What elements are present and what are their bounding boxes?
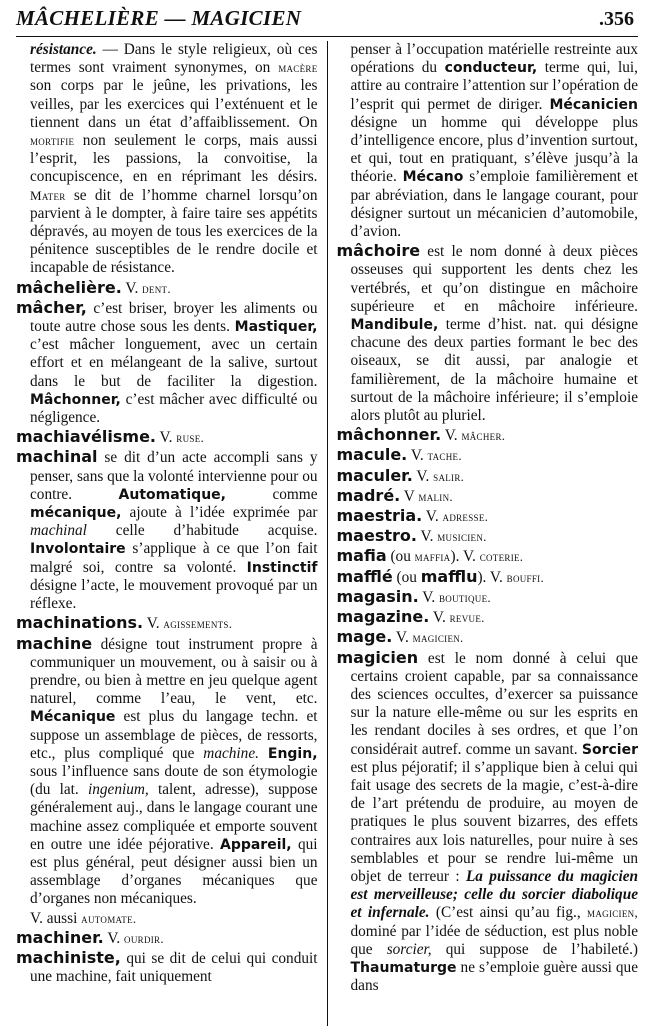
right-column bbox=[328, 41, 639, 1026]
entry-machoire bbox=[337, 242, 639, 425]
italic-term: ingenium, bbox=[87, 781, 149, 799]
see-marker: V. bbox=[418, 588, 439, 606]
entry-magicien bbox=[337, 649, 639, 996]
see-marker: V. bbox=[407, 447, 428, 465]
synonym: Instinctif bbox=[246, 559, 318, 576]
entry-text: est plus péjoratif; il s’applique bien à celui qui fait usage des secrets de la magie, c’est-à-dire de l’art prétendu de produire, au moyen de pratiques le plus souvent bizarres, des effets contraires aux lois naturelles, pour nuire à ses semblables et pour se rendre lui-même un objet de terreur : bbox=[350, 758, 638, 885]
cross-reference: mortifie bbox=[30, 133, 75, 149]
see-marker: V. bbox=[422, 508, 443, 526]
synonym: Mécanicien bbox=[549, 96, 638, 113]
entry-text: qui est plus général, peut désigner aussi bien un assemblage d’organes mécaniques que d’organes non mécaniques. bbox=[30, 835, 318, 908]
variant-form: maffia bbox=[414, 549, 451, 565]
see-marker: V. bbox=[392, 629, 413, 647]
cross-reference: mâcher. bbox=[461, 428, 506, 444]
cross-reference: tache. bbox=[427, 448, 462, 464]
headword: machiavélisme. bbox=[16, 427, 156, 447]
see-marker: V. aussi bbox=[30, 909, 82, 927]
headword: machiner. bbox=[16, 927, 104, 947]
see-marker: ). V. bbox=[450, 548, 480, 566]
headword: magicien bbox=[336, 647, 419, 667]
cross-reference: Mater bbox=[30, 187, 66, 203]
synonym: Thaumaturge bbox=[350, 959, 457, 976]
headword: mâcher, bbox=[16, 297, 87, 317]
cross-reference: ruse. bbox=[176, 430, 205, 446]
headword: mage. bbox=[336, 627, 393, 647]
entry-magasin bbox=[337, 588, 639, 607]
entry-text: qui suppose de l’habileté.) bbox=[431, 940, 638, 958]
entry-text: s’applique à ce que l’on fait malgré soi, contre sa volonté. bbox=[30, 540, 318, 576]
headword: mâchonner. bbox=[336, 425, 442, 445]
entry-magazine bbox=[337, 608, 639, 627]
see-marker: V bbox=[400, 487, 419, 505]
entry-madre bbox=[337, 487, 639, 506]
synonym: Automatique, bbox=[118, 486, 226, 503]
entry-text: est plus du langage techn. et suppose un assemblage de pièces, de ressorts, etc., plus compliqué que bbox=[30, 708, 318, 762]
headword: macule. bbox=[336, 445, 408, 465]
headword: machinal bbox=[16, 447, 98, 467]
synonym: conducteur, bbox=[444, 60, 538, 77]
running-head: MÂCHELIÈRE — MAGICIEN bbox=[16, 6, 302, 30]
headword: magazine. bbox=[336, 607, 430, 627]
entry-text: désigne l’acte, le mouvement provoqué par un réflexe. bbox=[30, 576, 318, 613]
headword: maestria. bbox=[336, 506, 423, 526]
entry-text: ne s’emploie guère aussi que dans bbox=[350, 958, 638, 995]
see-marker: V. bbox=[429, 609, 450, 627]
entry-macheliere bbox=[16, 279, 318, 298]
entry-mage bbox=[337, 628, 639, 647]
synonym: Engin, bbox=[267, 745, 318, 762]
entry-text: terme d’hist. nat. qui désigne chacune des deux parties formant le bec des oiseaux, se dit aussi, par analogie et familièrement, de la mâchoire humaine et surtout de la mâchoire inférieure; il s’emploie alors plutôt au pluriel. bbox=[350, 316, 638, 425]
entry-text: c’est briser, broyer les aliments ou toute autre chose sous les dents. bbox=[30, 299, 318, 336]
entry-text: se dit d’un acte accompli sans y penser, sans que la volonté intervienne pour ou contre. bbox=[30, 449, 318, 503]
headword: magasin. bbox=[336, 586, 419, 606]
see-marker: V. bbox=[143, 615, 164, 633]
cross-reference: bouffi. bbox=[506, 569, 545, 585]
entry-text: (ou bbox=[386, 548, 415, 566]
cross-reference: agissements. bbox=[163, 616, 233, 632]
see-marker: V. bbox=[412, 467, 434, 485]
cross-reference: coterie. bbox=[479, 549, 524, 565]
headword: mâchelière. bbox=[16, 277, 122, 297]
page-header bbox=[16, 6, 638, 37]
entry-text: comme bbox=[225, 485, 318, 503]
synonym: Mandibule, bbox=[350, 317, 439, 334]
headword: machiniste, bbox=[16, 947, 121, 967]
entry-machine-see-also bbox=[16, 910, 318, 928]
synonym: mécanique, bbox=[30, 505, 122, 522]
cross-reference: magicien, bbox=[587, 905, 638, 921]
see-marker: V. bbox=[121, 279, 143, 297]
see-marker: V. bbox=[103, 929, 125, 947]
entry-mafia bbox=[337, 547, 639, 566]
text-columns bbox=[16, 41, 638, 1026]
cross-reference: salir. bbox=[433, 468, 465, 484]
entry-text: (C’est ainsi qu’au fig., bbox=[429, 904, 588, 922]
cross-reference: macère bbox=[278, 60, 318, 76]
entry-macule bbox=[337, 446, 639, 465]
entry-text: son corps par le jeûne, les privations, les veilles, par les exercices qui l’exténuent et le tiennent dans un état d’affaiblissement. On bbox=[30, 77, 318, 131]
cross-reference: ourdir. bbox=[124, 930, 164, 946]
headword: machinations. bbox=[16, 613, 144, 633]
entry-machinal bbox=[16, 448, 318, 613]
synonym: Sorcier bbox=[581, 741, 638, 758]
italic-term: machine. bbox=[203, 744, 259, 762]
entry-maestria bbox=[337, 507, 639, 526]
entry-machiavelisme bbox=[16, 428, 318, 447]
see-marker: ). V. bbox=[477, 568, 507, 586]
left-column bbox=[16, 41, 327, 1026]
entry-text: non seulement le corps, mais aussi l’esprit, les passions, la convoitise, la concupiscence, en en réprimant les désirs. bbox=[30, 132, 318, 186]
entry-text: terme qui, lui, attire au contraire l’attention sur l’opération de l’esprit qui permet de diriger. bbox=[350, 59, 638, 113]
see-marker: V. bbox=[416, 528, 438, 546]
synonym: Mécanique bbox=[30, 709, 116, 726]
entry-text: c’est mâcher avec difficulté ou négligence. bbox=[30, 390, 318, 427]
entry-maculer bbox=[337, 467, 639, 486]
cross-reference: musicien. bbox=[437, 529, 487, 545]
cross-reference: magicien. bbox=[412, 630, 464, 646]
cross-reference: boutique. bbox=[438, 589, 491, 605]
see-marker: V. bbox=[441, 427, 462, 445]
entry-machonner bbox=[337, 426, 639, 445]
entry-text: celle d’habitude acquise. bbox=[86, 522, 318, 540]
cross-reference: automate. bbox=[81, 910, 137, 926]
headword: mafia bbox=[336, 546, 387, 566]
entry-continuation-resistance bbox=[16, 41, 318, 278]
entry-text: se dit de l’homme charnel lorsqu’on parvient à le dompter, à faire taire ses appétits dépravés, au moyen de tous les exercices de la pénitence susceptibles de le rendre docile et incapable de résistance. bbox=[30, 186, 318, 277]
entry-text: dominé par l’idée de séduction, est plus noble que bbox=[350, 922, 638, 958]
entry-machiniste bbox=[16, 949, 318, 986]
entry-machinations bbox=[16, 614, 318, 633]
entry-text: ajoute à l’idée exprimée par bbox=[121, 504, 318, 522]
entry-text: est le nom donné à deux pièces osseuses qui supportent les dents chez les vertébrés, et qu’on distingue en mâchoire supérieure et en mâchoire inférieure. bbox=[350, 243, 638, 315]
entry-continuation-machiniste bbox=[337, 41, 639, 241]
cross-reference: adresse. bbox=[442, 509, 489, 525]
entry-text: désigne tout instrument propre à communiquer un mouvement, ou à saisir ou à prendre, ou bien à mettre en jeu quelque agent naturel, comme l’eau, le vent, etc. bbox=[30, 635, 318, 708]
entry-text: (ou bbox=[392, 568, 421, 586]
headword: madré. bbox=[336, 485, 401, 505]
entry-text: penser à l’occupation matérielle restreinte aux opérations du bbox=[350, 41, 638, 77]
entry-text: s’emploie familièrement et par abréviation, dans le langage courant, pour désigner surtout un mécanicien d’automobile, d’avion. bbox=[350, 168, 638, 241]
entry-text: désigne un homme qui développe plus d’intelligence encore, plus d’invention surtout, et qui, tout en pratiquant, s’élève jusqu’à la théorie. bbox=[350, 113, 638, 186]
entry-maestro bbox=[337, 527, 639, 546]
synonym: Appareil, bbox=[219, 836, 292, 853]
page-number: .356 bbox=[599, 8, 634, 30]
cross-reference: revue. bbox=[449, 610, 485, 626]
variant-form: mafflu bbox=[420, 566, 478, 586]
entry-machine bbox=[16, 635, 318, 909]
see-marker: V. bbox=[156, 429, 177, 447]
headword: maestro. bbox=[336, 526, 417, 546]
entry-text: — Dans le style religieux, où ces termes sont vraiment synonymes, on bbox=[30, 41, 318, 77]
entry-machiner bbox=[16, 929, 318, 948]
synonym: Mâchonner, bbox=[30, 391, 121, 408]
entry-text: talent, adresse), suppose généralement auj., dans le langage courant une machine assez compliquée et emporte souvent en outre une idée péjorative. bbox=[30, 781, 318, 853]
entry-text: c’est mâcher longuement, avec un certain effort et en mélangeant de la salive, surtout dans le but de faciliter la digestion. bbox=[30, 336, 318, 390]
entry-text: qui se dit de celui qui conduit une machine, fait uniquement bbox=[30, 949, 318, 986]
headword: machine bbox=[16, 633, 93, 653]
italic-term: sorcier, bbox=[386, 940, 432, 958]
synonym: Mécano bbox=[402, 169, 464, 186]
headword: mâchoire bbox=[336, 241, 421, 261]
cross-reference: malin. bbox=[418, 488, 453, 504]
entry-macher bbox=[16, 299, 318, 427]
entry-text: sous l’influence sans doute de son étymologie (du lat. bbox=[30, 762, 318, 799]
italic-term: machinal bbox=[30, 522, 87, 540]
headword: mafflé bbox=[336, 566, 393, 586]
synonym: Mastiquer, bbox=[234, 319, 318, 336]
entry-word: résistance. bbox=[30, 41, 97, 58]
example-quote: La puissance du magicien est merveilleuse; celle du sorcier diabolique et infernale. bbox=[350, 867, 638, 922]
synonym: Involontaire bbox=[30, 541, 126, 558]
headword: maculer. bbox=[336, 465, 413, 485]
cross-reference: dent. bbox=[142, 280, 171, 296]
entry-text: est le nom donné à celui que certains croient capable, par sa connaissance des sciences occultes, d’exercer sa puissance sur la nature elle-même ou sur les esprits en les rendant dociles à ses ordres, et que l’on considérait autref. comme un savant. bbox=[350, 649, 638, 758]
entry-maffle bbox=[337, 568, 639, 587]
entry-text bbox=[259, 745, 268, 762]
